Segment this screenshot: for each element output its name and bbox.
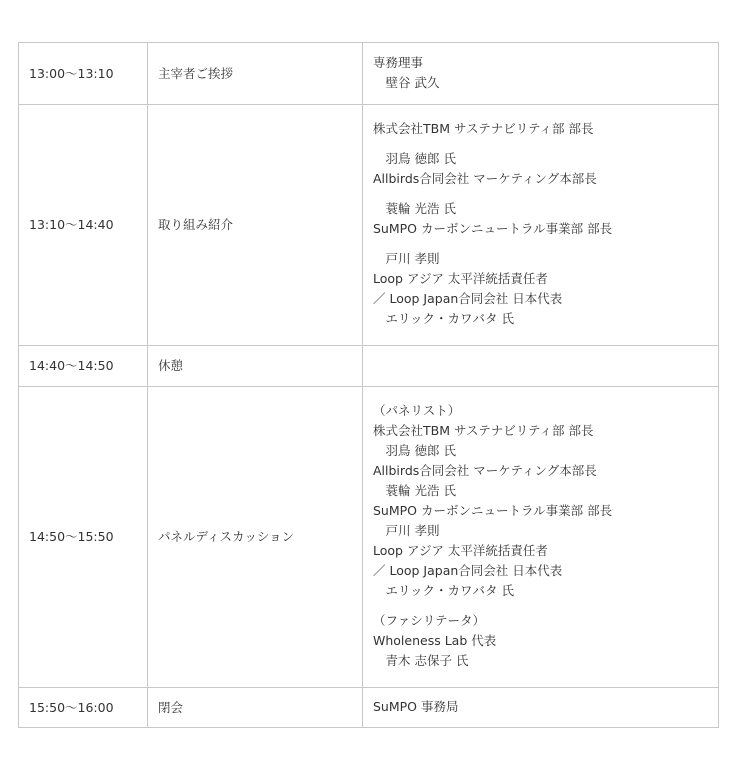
session-title-cell: パネルディスカッション xyxy=(148,387,363,688)
time-cell: 13:10〜14:40 xyxy=(19,105,148,346)
table-row xyxy=(19,105,719,346)
session-title-cell: 取り組み紹介 xyxy=(148,105,363,346)
session-title-cell: 休憩 xyxy=(148,346,363,387)
detail-line: 蓑輪 光浩 氏 xyxy=(373,201,456,216)
detail-line: ／ Loop Japan合同会社 日本代表 xyxy=(373,563,563,578)
session-detail-cell xyxy=(363,387,719,688)
detail-line: エリック・カワバタ 氏 xyxy=(373,311,514,326)
detail-line: SuMPO 事務局 xyxy=(373,698,459,714)
detail-block xyxy=(373,53,708,93)
table-row xyxy=(19,43,719,105)
time-cell: 14:40〜14:50 xyxy=(19,346,148,387)
time-cell: 13:00〜13:10 xyxy=(19,43,148,105)
detail-block xyxy=(373,119,708,139)
detail-block xyxy=(373,401,708,601)
detail-line: 青木 志保子 氏 xyxy=(373,653,469,668)
detail-line: 株式会社TBM サステナビリティ部 部長 xyxy=(373,121,594,136)
detail-line: ／ Loop Japan合同会社 日本代表 xyxy=(373,291,563,306)
detail-block xyxy=(373,199,708,239)
time-cell: 15:50〜16:00 xyxy=(19,688,148,728)
program-schedule-table xyxy=(18,42,719,728)
session-detail-cell xyxy=(363,346,719,387)
session-detail-cell xyxy=(363,43,719,105)
detail-block xyxy=(373,249,708,329)
detail-content xyxy=(373,689,708,727)
detail-block xyxy=(373,149,708,189)
session-title-cell: 閉会 xyxy=(148,688,363,728)
detail-content xyxy=(373,45,708,103)
detail-line: 専務理事 xyxy=(373,54,424,70)
schedule-table-body xyxy=(19,43,719,728)
table-row xyxy=(19,346,719,387)
detail-line: SuMPO カーボンニュートラル事業部 部長 xyxy=(373,221,613,236)
detail-line: Allbirds合同会社 マーケティング本部長 xyxy=(373,171,597,186)
detail-line: Loop アジア 太平洋統括責任者 xyxy=(373,271,548,286)
detail-line: 戸川 孝則 xyxy=(373,523,440,538)
detail-block xyxy=(373,697,708,717)
detail-line: 羽鳥 徳郎 氏 xyxy=(373,443,456,458)
session-detail-cell xyxy=(363,688,719,728)
session-title-cell: 主宰者ご挨拶 xyxy=(148,43,363,105)
detail-line: 蓑輪 光浩 氏 xyxy=(373,483,456,498)
detail-line: SuMPO カーボンニュートラル事業部 部長 xyxy=(373,503,613,518)
session-detail-cell xyxy=(363,105,719,346)
detail-line: 羽鳥 徳郎 氏 xyxy=(373,151,456,166)
detail-line: エリック・カワバタ 氏 xyxy=(373,583,514,598)
time-cell: 14:50〜15:50 xyxy=(19,387,148,688)
detail-line: Wholeness Lab 代表 xyxy=(373,633,497,648)
detail-line: Loop アジア 太平洋統括責任者 xyxy=(373,543,548,558)
detail-line: （ファシリテータ） xyxy=(373,613,486,628)
detail-line: 戸川 孝則 xyxy=(373,251,440,266)
detail-content xyxy=(373,393,708,681)
table-row xyxy=(19,387,719,688)
detail-line: （パネリスト） xyxy=(373,403,461,418)
detail-line: 株式会社TBM サステナビリティ部 部長 xyxy=(373,423,594,438)
detail-line: Allbirds合同会社 マーケティング本部長 xyxy=(373,463,597,478)
detail-line: 壁谷 武久 xyxy=(373,74,440,90)
table-row xyxy=(19,688,719,728)
detail-content xyxy=(373,111,708,339)
detail-block xyxy=(373,611,708,671)
